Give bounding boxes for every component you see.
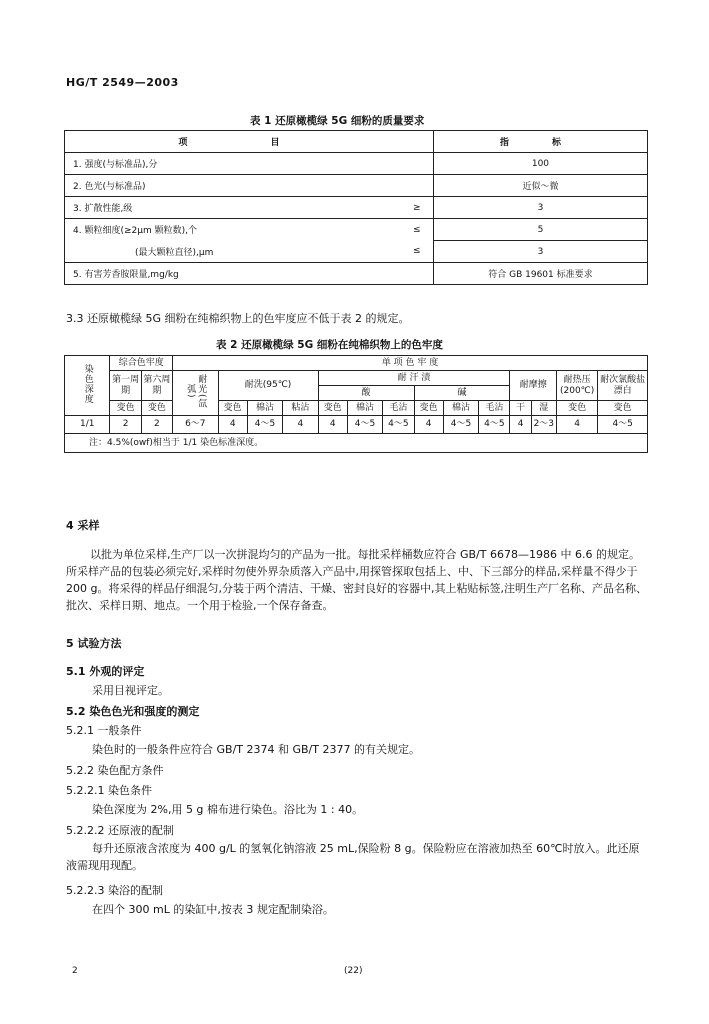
value-cell: 2～3: [531, 416, 556, 434]
page-number: 2: [72, 966, 78, 976]
value-cell: 近似～微: [433, 175, 647, 197]
relation-cell: ≤: [401, 241, 434, 263]
section-5-2-2-2-title: 5.2.2.2 还原液的配制: [66, 824, 174, 837]
value-cell: 4: [283, 416, 318, 434]
stain-cotton-header: 棉沾: [443, 401, 478, 416]
value-cell: 4: [510, 416, 531, 434]
stain-wool-header: 毛沾: [479, 401, 510, 416]
item-cell: 4. 颗粒细度(≥2μm 颗粒数),个: [65, 219, 401, 241]
value-cell: 4～5: [479, 416, 510, 434]
table-row: [65, 153, 648, 175]
value-cell: 4～5: [598, 416, 648, 434]
value-cell: 4～5: [383, 416, 414, 434]
color-fastness-table: [64, 355, 648, 453]
section-5-title: 5 试验方法: [66, 637, 122, 650]
table2-caption: 表 2 还原橄榄绿 5G 细粉在纯棉织物上的色牢度: [216, 339, 443, 351]
stain-cotton-header: 棉沾: [247, 401, 282, 416]
table-note: 注：4.5%(owf)相当于 1/1 染色标准深度。: [65, 434, 648, 453]
value-cell: 4～5: [443, 416, 478, 434]
item-cell: 2. 色光(与标准品): [65, 175, 401, 197]
alkali-header: 碱: [414, 386, 510, 401]
composite-fastness-header: 综合色牢度: [110, 356, 173, 371]
value-cell: 3: [433, 241, 647, 263]
week6-header: 第六周期: [141, 371, 172, 401]
table-header-row: [65, 401, 648, 416]
relation-cell: [401, 263, 434, 285]
value-cell: 4: [556, 416, 597, 434]
change-header: 变色: [556, 401, 597, 416]
section-5-2-2-1-text: 染色深度为 2%,用 5 g 棉布进行染色。浴比为 1 : 40。: [92, 803, 364, 816]
dry-rub-header: 干: [510, 401, 531, 416]
value-cell: 4～5: [247, 416, 282, 434]
section-5-2-2-3-text: 在四个 300 mL 的染缸中,按表 3 规定配制染浴。: [92, 903, 334, 916]
quality-requirements-table: [64, 130, 648, 285]
relation-cell: [401, 153, 434, 175]
change-header: 变色: [414, 401, 443, 416]
value-cell: 1/1: [65, 416, 110, 434]
perspiration-header: 耐 汗 渍: [318, 371, 510, 386]
value-cell: 4: [318, 416, 347, 434]
table-header-row: [65, 371, 648, 386]
table-row: [65, 197, 648, 219]
value-cell: 100: [433, 153, 647, 175]
single-fastness-header: 单 项 色 牢 度: [173, 356, 648, 371]
section-4-text: 以批为单位采样,生产厂以一次拼混均匀的产品为一批。每批采样桶数应符合 GB/T 6678—1986 中 6.6 的规定。所采样产品的包装必须完好,采样时勿使外界杂质落入产品中,用探管探取包括上、中、下三部分的样品,采样量不得少于 200 g。将采得的样品仔细混匀,分装于两个清洁、干燥、密封良好的容器中,其上粘贴标签,注明生产厂名称、产品名称、批次、采样日期、地点。一个用于检验,一个保存备查。: [66, 548, 647, 612]
relation-cell: ≤: [401, 219, 434, 241]
table1-caption: 表 1 还原橄榄绿 5G 细粉的质量要求: [250, 115, 425, 127]
col-value-header: 指 标: [433, 131, 647, 153]
table-note-row: [65, 434, 648, 453]
value-cell: 符合 GB 19601 标准要求: [433, 263, 647, 285]
value-cell: 4～5: [347, 416, 382, 434]
item-cell: (最大颗粒直径),μm: [65, 241, 401, 263]
table-row: [65, 416, 648, 434]
table-row: [65, 241, 648, 263]
value-cell: 2: [141, 416, 172, 434]
item-cell: 5. 有害芳香胺限量,mg/kg: [65, 263, 401, 285]
value-cell: 4: [218, 416, 247, 434]
wash-header: 耐洗(95℃): [218, 371, 318, 401]
acid-header: 酸: [318, 386, 414, 401]
paragraph-3-3: 3.3 还原橄榄绿 5G 细粉在纯棉织物上的色牢度应不低于表 2 的规定。: [66, 312, 410, 325]
value-cell: 6～7: [173, 416, 218, 434]
chlorite-header: 耐次氯酸盐漂白: [598, 371, 648, 401]
stain-cotton-header: 棉沾: [347, 401, 382, 416]
sheet-number: (22): [344, 966, 363, 976]
table-row: [65, 175, 648, 197]
stain-wool-header: 毛沾: [383, 401, 414, 416]
heat-press-header: 耐热压(200℃): [556, 371, 597, 401]
change-header: 变色: [218, 401, 247, 416]
week1-header: 第一周期: [110, 371, 141, 401]
table-row: [65, 263, 648, 285]
dye-depth-header: 染色深度: [65, 356, 110, 416]
light-header: 耐光(氙弧): [173, 371, 218, 416]
section-5-2-2-title: 5.2.2 染色配方条件: [66, 764, 164, 777]
table-header-row: [65, 356, 648, 371]
section-5-2-title: 5.2 染色色光和强度的测定: [66, 705, 200, 718]
section-5-2-2-1-title: 5.2.2.1 染色条件: [66, 784, 152, 797]
standard-code: HG/T 2549—2003: [66, 76, 179, 89]
section-5-2-2-2-text: 每升还原液含浓度为 400 g/L 的氢氧化钠溶液 25 mL,保险粉 8 g。保险粉应在溶液加热至 60℃时放入。此还原液需现用现配。: [66, 842, 640, 872]
section-5-2-2-3-title: 5.2.2.3 染浴的配制: [66, 884, 163, 897]
change-header: 变色: [598, 401, 648, 416]
table-header-row: [65, 131, 648, 153]
section-5-2-1-title: 5.2.1 一般条件: [66, 724, 142, 737]
relation-cell: [401, 175, 434, 197]
change-header: 变色: [318, 401, 347, 416]
item-cell: 1. 强度(与标准品),分: [65, 153, 401, 175]
section-4-title: 4 采样: [66, 519, 100, 532]
item-cell: 3. 扩散性能,级: [65, 197, 401, 219]
relation-cell: ≥: [401, 197, 434, 219]
section-5-1-title: 5.1 外观的评定: [66, 665, 145, 678]
wet-rub-header: 湿: [531, 401, 556, 416]
value-cell: 3: [433, 197, 647, 219]
col-item-header: 项 目: [65, 131, 434, 153]
section-5-2-1-text: 染色时的一般条件应符合 GB/T 2374 和 GB/T 2377 的有关规定。: [92, 743, 420, 756]
change-header: 变色: [141, 401, 172, 416]
table-row: [65, 219, 648, 241]
change-header: 变色: [110, 401, 141, 416]
section-5-1-text: 采用目视评定。: [92, 684, 169, 697]
rub-header: 耐摩擦: [510, 371, 556, 401]
stain-viscose-header: 粘沾: [283, 401, 318, 416]
value-cell: 5: [433, 219, 647, 241]
value-cell: 4: [414, 416, 443, 434]
value-cell: 2: [110, 416, 141, 434]
